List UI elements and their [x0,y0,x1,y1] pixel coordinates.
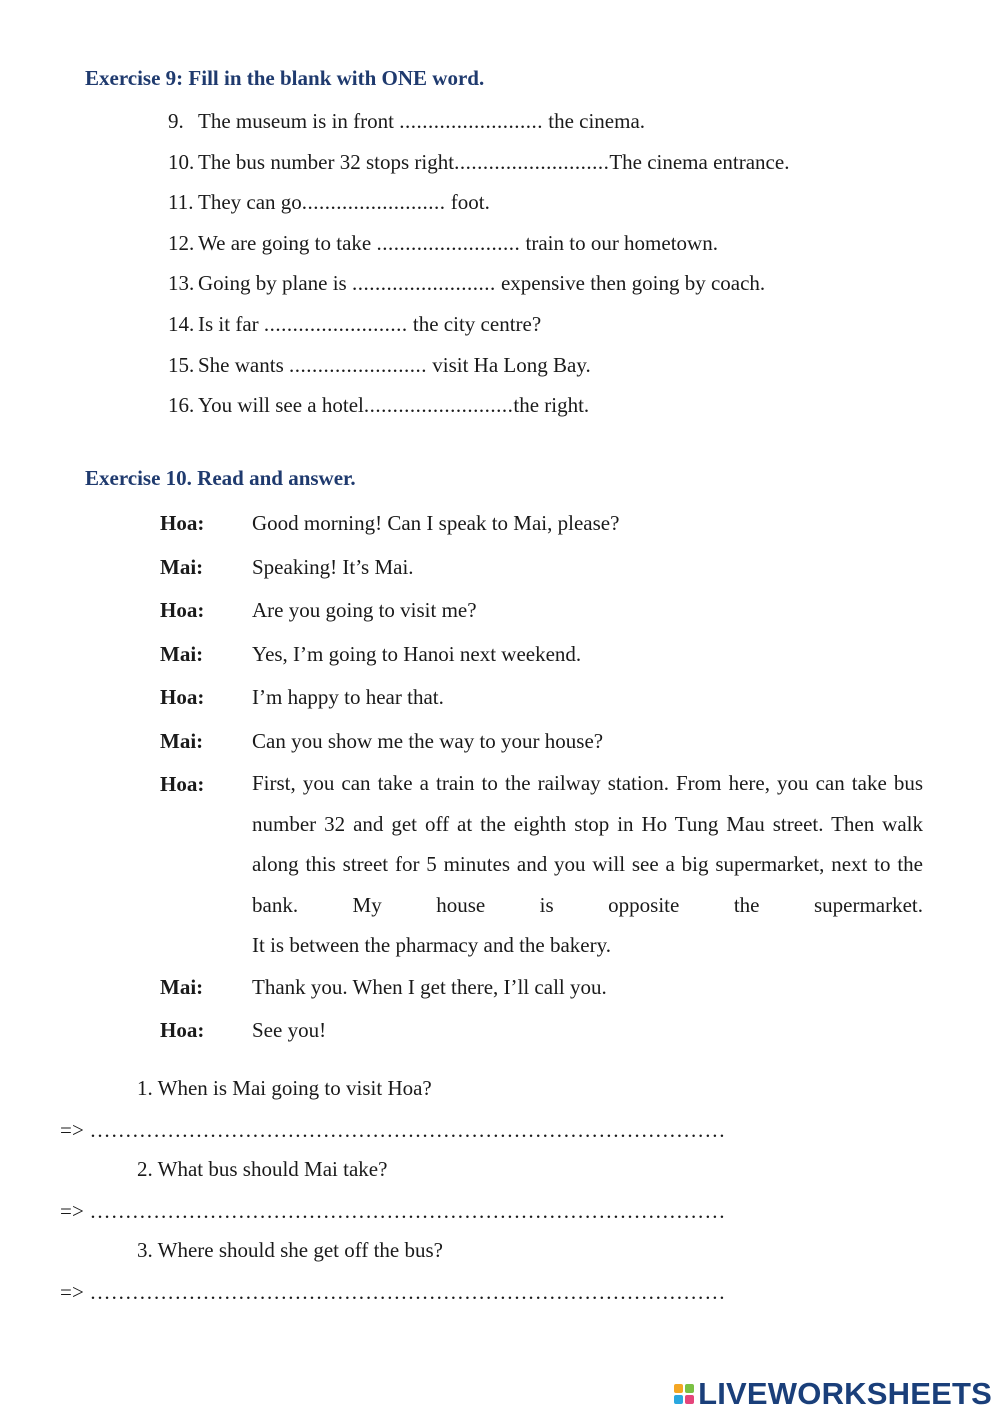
brand-name: LIVEWORKSHEETS [698,1376,992,1411]
logo-tile-l [674,1384,683,1393]
fill-item [168,104,789,145]
fill-item [168,226,789,267]
item-number: 13. [168,271,195,296]
exercise-9-list [168,104,789,429]
speaker-name: Hoa: [160,772,205,796]
exercise-10-title: Exercise 10. Read and answer. [85,466,356,490]
exercise-9-title: Exercise 9: Fill in the blank with ONE word. [85,66,485,90]
dialogue-line: Can you show me the way to your house? [252,728,604,753]
item-text-before: They can go [198,190,302,215]
directions-paragraph: First, you can take a train to the railway station. From here, you can take bus number 32 and get off at the eighth stop in Ho Tung Mau street. Then walk along this street for 5 minutes and you will see a big supermarket, next to the bank. My house is opposite the supermarket. [252,771,923,917]
item-number: 10. [168,149,195,174]
blank-field[interactable]: ......................... [399,109,543,133]
item-text-after: the city centre? [407,311,542,336]
dialogue-line: Thank you. When I get there, I’ll call you. [252,974,607,999]
fill-item [168,348,789,389]
item-text-after: the cinema. [542,109,646,133]
blank-field[interactable]: .......................... [363,393,514,418]
dialogue-line: Good morning! Can I speak to Mai, please? [252,511,620,535]
item-number: 9. [168,109,184,133]
item-number: 16. [168,393,195,418]
item-text-before: Going by plane is [198,271,352,296]
dialogue-line: Yes, I’m going to Hanoi next weekend. [252,641,582,666]
answer-field-2[interactable]: => ……………………………………………………………………………… [60,1199,726,1223]
fill-item [168,185,789,226]
dialogue-turn [160,502,923,546]
dialogue-turn [160,1009,923,1053]
dialogue-turn [160,633,923,677]
dialogue-turn [160,763,923,966]
item-text-after: train to our hometown. [520,230,718,255]
logo-tile-v [674,1395,683,1404]
item-text-before: We are going to take [198,230,377,255]
speaker-name: Hoa: [160,598,205,622]
item-text-after: visit Ha Long Bay. [427,352,591,377]
dialogue-line [252,763,923,966]
brand-watermark [674,1376,992,1412]
answer-field-1[interactable]: => ……………………………………………………………………………… [60,1118,726,1142]
fill-item [168,145,789,186]
question-2: 2. What bus should Mai take? [137,1157,388,1181]
item-text-after: foot. [445,190,490,215]
item-number: 15. [168,352,195,377]
dialogue-turn [160,546,923,590]
speaker-name: Mai: [160,554,204,579]
fill-item [168,266,789,307]
blank-field[interactable]: ......................... [351,271,496,296]
speaker-name: Hoa: [160,511,205,535]
item-text-after: The cinema entrance. [609,149,790,174]
item-number: 11. [168,190,194,215]
fill-item [168,388,789,429]
speaker-name: Hoa: [160,1018,205,1042]
speaker-name: Mai: [160,728,204,753]
answer-field-3[interactable]: => ……………………………………………………………………………… [60,1280,726,1304]
blank-field[interactable]: ......................... [301,190,446,215]
item-text-after: expensive then going by coach. [495,271,766,296]
dialogue-turn [160,589,923,633]
item-text-before: She wants [198,352,289,377]
speaker-name: Mai: [160,641,204,666]
logo-tile-e [685,1395,694,1404]
liveworksheets-logo-icon [674,1384,694,1404]
item-text-after: the right. [513,393,590,418]
dialogue-line: See you! [252,1018,327,1042]
question-3: 3. Where should she get off the bus? [137,1238,443,1262]
blank-field[interactable]: ........................... [454,149,610,174]
item-text-before: You will see a hotel [198,393,364,418]
directions-paragraph-last: It is between the pharmacy and the bakery. [252,933,611,957]
question-1: 1. When is Mai going to visit Hoa? [137,1076,432,1100]
dialogue-turn [160,720,923,764]
blank-field[interactable]: ......................... [376,230,521,255]
item-text-before: Is it far [198,311,264,336]
item-text-before: The bus number 32 stops right [198,149,455,174]
dialogue-turn [160,966,923,1010]
blank-field[interactable]: ......................... [263,311,408,336]
item-text-before: The museum is in front [198,109,400,133]
blank-field[interactable]: ........................ [289,352,427,377]
dialogue-line: I’m happy to hear that. [252,685,444,709]
item-number: 12. [168,230,195,255]
dialogue-line: Speaking! It’s Mai. [252,554,414,579]
fill-item [168,307,789,348]
dialogue [160,502,923,1053]
item-number: 14. [168,311,195,336]
logo-tile-i [685,1384,694,1393]
speaker-name: Hoa: [160,685,205,709]
speaker-name: Mai: [160,974,204,999]
dialogue-line: Are you going to visit me? [252,598,477,622]
dialogue-turn [160,676,923,720]
